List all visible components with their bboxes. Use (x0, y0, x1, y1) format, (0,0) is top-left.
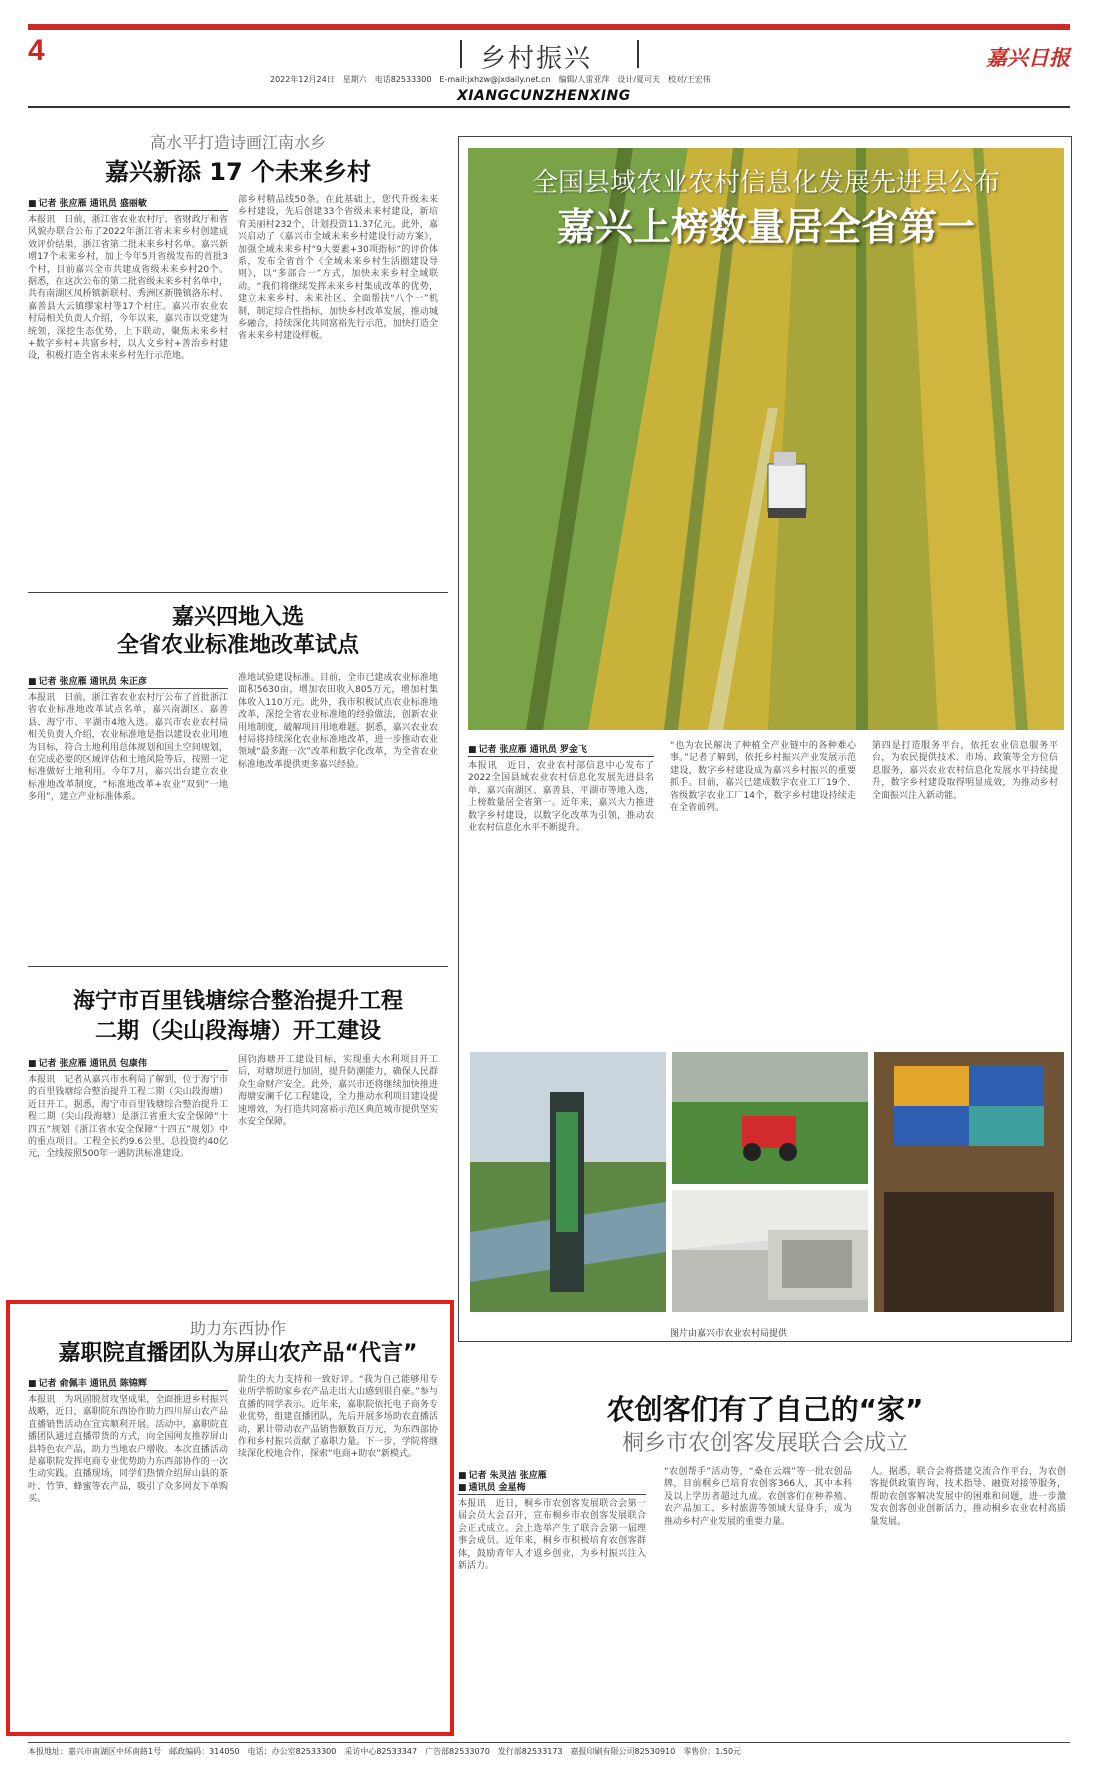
article2-body-col2: 准地试验建设标准。目前，全市已建成农业标准地面积5630亩，增加农田收入805万元，增加村集体收入110万元。此外，我市积极试点农业标准地改革，深挖全省农业标准地的经验做法，创新农业用地制度，破解项目用地难题。据悉，嘉兴农业农村局将持续深化农业标准地改革，进一步推动农业领域“最多跑一次”改革和数字化改革，为全省农业标准地改革提供更多嘉兴经验。 (238, 673, 438, 770)
article2-headline-line2: 全省农业标准地改革试点 (116, 633, 359, 658)
article5-headline-line1: 全国县域农业农村信息化发展先进县公布 (531, 168, 1000, 198)
article6-byline-rule (458, 1494, 646, 1495)
page-number: 4 (28, 34, 45, 67)
newspaper-logo: 嘉兴日报 (986, 45, 1070, 70)
article6-byline-line1: ■ 记者 朱灵洁 张应雁 (458, 1468, 547, 1481)
article4-body-col1: 本报讯 为巩固脱贫攻坚成果，全面推进乡村振兴战略，近日，嘉职院东西协作助力四川屏山农产品直播销售活动在宜宾顺利开展。活动中，嘉职院直播团队通过直播带货的方式，向全国网友推荐屏山县特色农产品，助力当地农户增收。本次直播活动是嘉职院发挥电商专业优势助力东西部协作的一次生动实践。直播现场，同学们热情介绍屏山县的茶叶、竹笋、蜂蜜等农产品，吸引了众多网友下单购买。 (28, 1395, 228, 1505)
article2-headline-line1: 嘉兴四地入选 (171, 605, 304, 630)
article2-byline: ■ 记者 张应雁 通讯员 朱正彦 (28, 674, 147, 687)
footer-info: 本报地址：嘉兴市南湖区中环南路1号 邮政编码：314050 电话：办公室82533300 采访中心82533347 广告部82533070 发行部82533173 嘉报印刷有限公司82530910 零售价：1.50元 (28, 1747, 742, 1756)
article2-byline-rule (28, 688, 228, 689)
article1-bottom-rule (28, 592, 448, 593)
article6-body-col2: “农创帮手”活动等，“桑在云端”等一批农创品牌，目前桐乡已培育农创客366人，其中本科及以上学历者超过九成。农创客们在种养殖、农产品加工、乡村旅游等领域大显身手，成为推动乡村产业发展的重要力量。 (664, 1467, 852, 1527)
top-red-bar (28, 24, 1070, 30)
article3-headline-line2: 二期（尖山段海塘）开工建设 (94, 1019, 381, 1044)
article3-byline: ■ 记者 张应雁 通讯员 包康伟 (28, 1056, 147, 1069)
article3-body-col1: 本报讯 记者从嘉兴市水利局了解到，位于海宁市的百里钱塘综合整治提升工程二期（尖山段海塘）近日开工。据悉，海宁市百里钱塘综合整治提升工程二期（尖山段海塘）是浙江省重大安全保障“十四五”规划《浙江省水安全保障“十四五”规划》中的重点项目。工程全长约9.6公里，总投资约40亿元，全线按照500年一遇防洪标准建设。 (28, 1075, 228, 1160)
section-pinyin: XIANGCUNZHENXING (457, 88, 631, 104)
article5-body-col1: 本报讯 近日，农业农村部信息中心发布了2022全国县域农业农村信息化发展先进县名单，嘉兴南湖区、嘉善县、平湖市等地入选，上榜数量居全省第一。近年来，嘉兴大力推进数字乡村建设，以数字化改革为引领，推动农业农村信息化水平不断提升。 (468, 761, 654, 834)
article6-body-col3: 人。据悉，联合会将搭建交流合作平台，为农创客提供政策咨询、技术指导、融资对接等服务，帮助农创客解决发展中的困难和问题，进一步激发农创客创业创新活力，推动桐乡农业农村高质量发展。 (870, 1467, 1066, 1527)
article1-kicker: 高水平打造诗画江南水乡 (149, 133, 326, 152)
section-divider-right (637, 40, 639, 68)
article1-body-col2: 部乡村精品线50条。在此基础上，您代升级未来乡村建设，先后创建33个省级未来村建设，新培育美丽村232个，计划投资11.37亿元。此外，嘉兴启动了《嘉兴市全域未来乡村建设行动方案》，加强全域未来乡村“9大要素+30项指标”的评价体系，发布全省首个《全域未来乡村生活圈建设导则》，以“多部合一”方式，加快未来乡村全域联动。“我们将继续发挥未来乡村集成改革的优势，建立未来乡村、未来社区、全面帮扶“八个一”机制，制定综合性指标，加快乡村改革发展，推动城乡融合，持续深化共同富裕先行示范，加快打造全省未来乡村建设样板。 (238, 195, 438, 342)
article3-byline-rule (28, 1070, 228, 1071)
article4-headline: 嘉职院直播团队为屏山农产品“代言” (58, 1341, 418, 1366)
article4-kicker: 助力东西协作 (189, 1319, 286, 1338)
article6-subhead: 桐乡市农创客发展联合会成立 (621, 1431, 908, 1456)
section-title: 乡村振兴 (480, 44, 593, 74)
article6-body-col1: 本报讯 近日，桐乡市农创客发展联合会第一届会员大会召开，宣布桐乡市农创客发展联合会正式成立。会上选举产生了联合会第一届理事会成员。近年来，桐乡市积极培育农创客群体，鼓励青年人才返乡创业，为乡村振兴注入新活力。 (458, 1499, 646, 1572)
harvester-shape (768, 464, 806, 512)
photo-red-tractor (672, 1052, 868, 1184)
article2-body-col1: 本报讯 日前，浙江省农业农村厅公布了首批浙江省农业标准地改革试点名单，嘉兴南湖区、嘉善县、海宁市、平湖市4地入选。嘉兴市农业农村局相关负责人介绍，农业标准地是指以建设农业用地为目标，符合土地利用总体规划和国土空间规划，在完成必要的区域评估和土地风险等后，按照一定标准做好土地利用。今年7月，嘉兴出台建立农业标准地改革制度，“标准地改革+农业”双到“一地多用”，建立产业标准体系。 (28, 693, 228, 803)
section-divider-left (460, 40, 462, 68)
photo-credit: 图片由嘉兴市农业农村局提供 (670, 1329, 788, 1339)
article4-body-col2: 阶生的大力支持和一致好评。“我为自己能够用专业所学帮助家乡农产品走出大山感到很自豪。”参与直播的同学表示。近年来，嘉职院依托电子商务专业优势，组建直播团队，先后开展多场助农直播活动，累计带动农产品销售额数百万元，为东西部协作和乡村振兴贡献了嘉职力量。下一步，学院将继续深化校地合作，探索“电商+助农”新模式。 (238, 1375, 438, 1460)
photo-pillar-sign (470, 1052, 666, 1312)
article1-byline: ■ 记者 张应雁 通讯员 盛丽敏 (28, 196, 147, 209)
article5-body-col2: “也为农民解决了种植全产业链中的各种难心事。”记者了解到，依托乡村振兴产业发展示范建设，数字乡村建设成为嘉兴乡村振兴的重要抓手。目前，嘉兴已建成数字农业工厂19个、省级数字农业工厂14个，数字乡村建设持续走在全省前列。 (670, 741, 856, 814)
article2-bottom-rule (28, 966, 448, 967)
article5-byline-rule (468, 756, 654, 757)
photo-control-room (874, 1052, 1064, 1312)
photo-greenhouse-interior (672, 1190, 868, 1312)
footer-rule (28, 1742, 1070, 1743)
article5-byline: ■ 记者 张应雁 通讯员 罗金飞 (468, 742, 587, 755)
article6-headline: 农创客们有了自己的“家” (606, 1393, 924, 1426)
article6-byline-line2: ■ 通讯员 金星梅 (458, 1480, 526, 1493)
date-line: 2022年12月24日 星期六 电话82533300 E-mail:jxhzw@jxdaily.net.cn 编辑/人雷亚萍 设计/夏可夫 校对/王宏伟 (270, 75, 711, 84)
article3-body-col2: 国钧海塘开工建设目标，实现重大水利项目开工后，对塘坝进行加固，提升防潮能力，确保人民群众生命财产安全。此外，嘉兴市还将继续加快推进海塘安澜千亿工程建设，全力推动水利项目建设提速增效，为打造共同富裕示范区典范城市提供坚实水安全保障。 (238, 1055, 438, 1128)
article3-headline-line1: 海宁市百里钱塘综合整治提升工程 (72, 989, 403, 1014)
hero-photo-rice-field (468, 148, 1064, 730)
article1-body-col1: 本报讯 日前，浙江省农业农村厅、省财政厅和省风貌办联合公布了2022年浙江省未来乡村创建成效评价结果，浙江省第二批未来乡村名单。嘉兴新增17个未来乡村，加上今年5月省级发布的首批3个村，目前嘉兴全市共建成省级未来乡村20个。据悉，在这次公布的第二批省级未来乡村名单中，共有南湖区凤桥镇新联村、秀洲区新塍镇洛东村、嘉善县大云镇缪家村等17个村庄。嘉兴市农业农村局相关负责人介绍，今年以来，嘉兴市以党建为统领，深挖生态优势，上下联动，聚焦未来乡村+数字乡村+共富乡村，以人文乡村+善治乡村建设，积极打造全省未来乡村先行示范地。 (28, 215, 228, 362)
masthead-rule (28, 106, 1070, 108)
article5-headline-line2: 嘉兴上榜数量居全省第一 (556, 205, 975, 249)
article4-byline-rule (28, 1390, 228, 1391)
article4-byline: ■ 记者 俞佩丰 通讯员 陈锦辉 (28, 1376, 147, 1389)
article1-byline-rule (28, 210, 228, 211)
article5-body-col3: 第四是打造服务平台，依托农业信息服务平台，为农民提供技术、市场、政策等全方位信息服务，嘉兴农业农村信息化发展水平持续提升，数字乡村建设取得明显成效，为推动乡村全面振兴注入新动能。 (872, 741, 1058, 801)
article1-headline: 嘉兴新添 17 个未来乡村 (104, 158, 372, 186)
